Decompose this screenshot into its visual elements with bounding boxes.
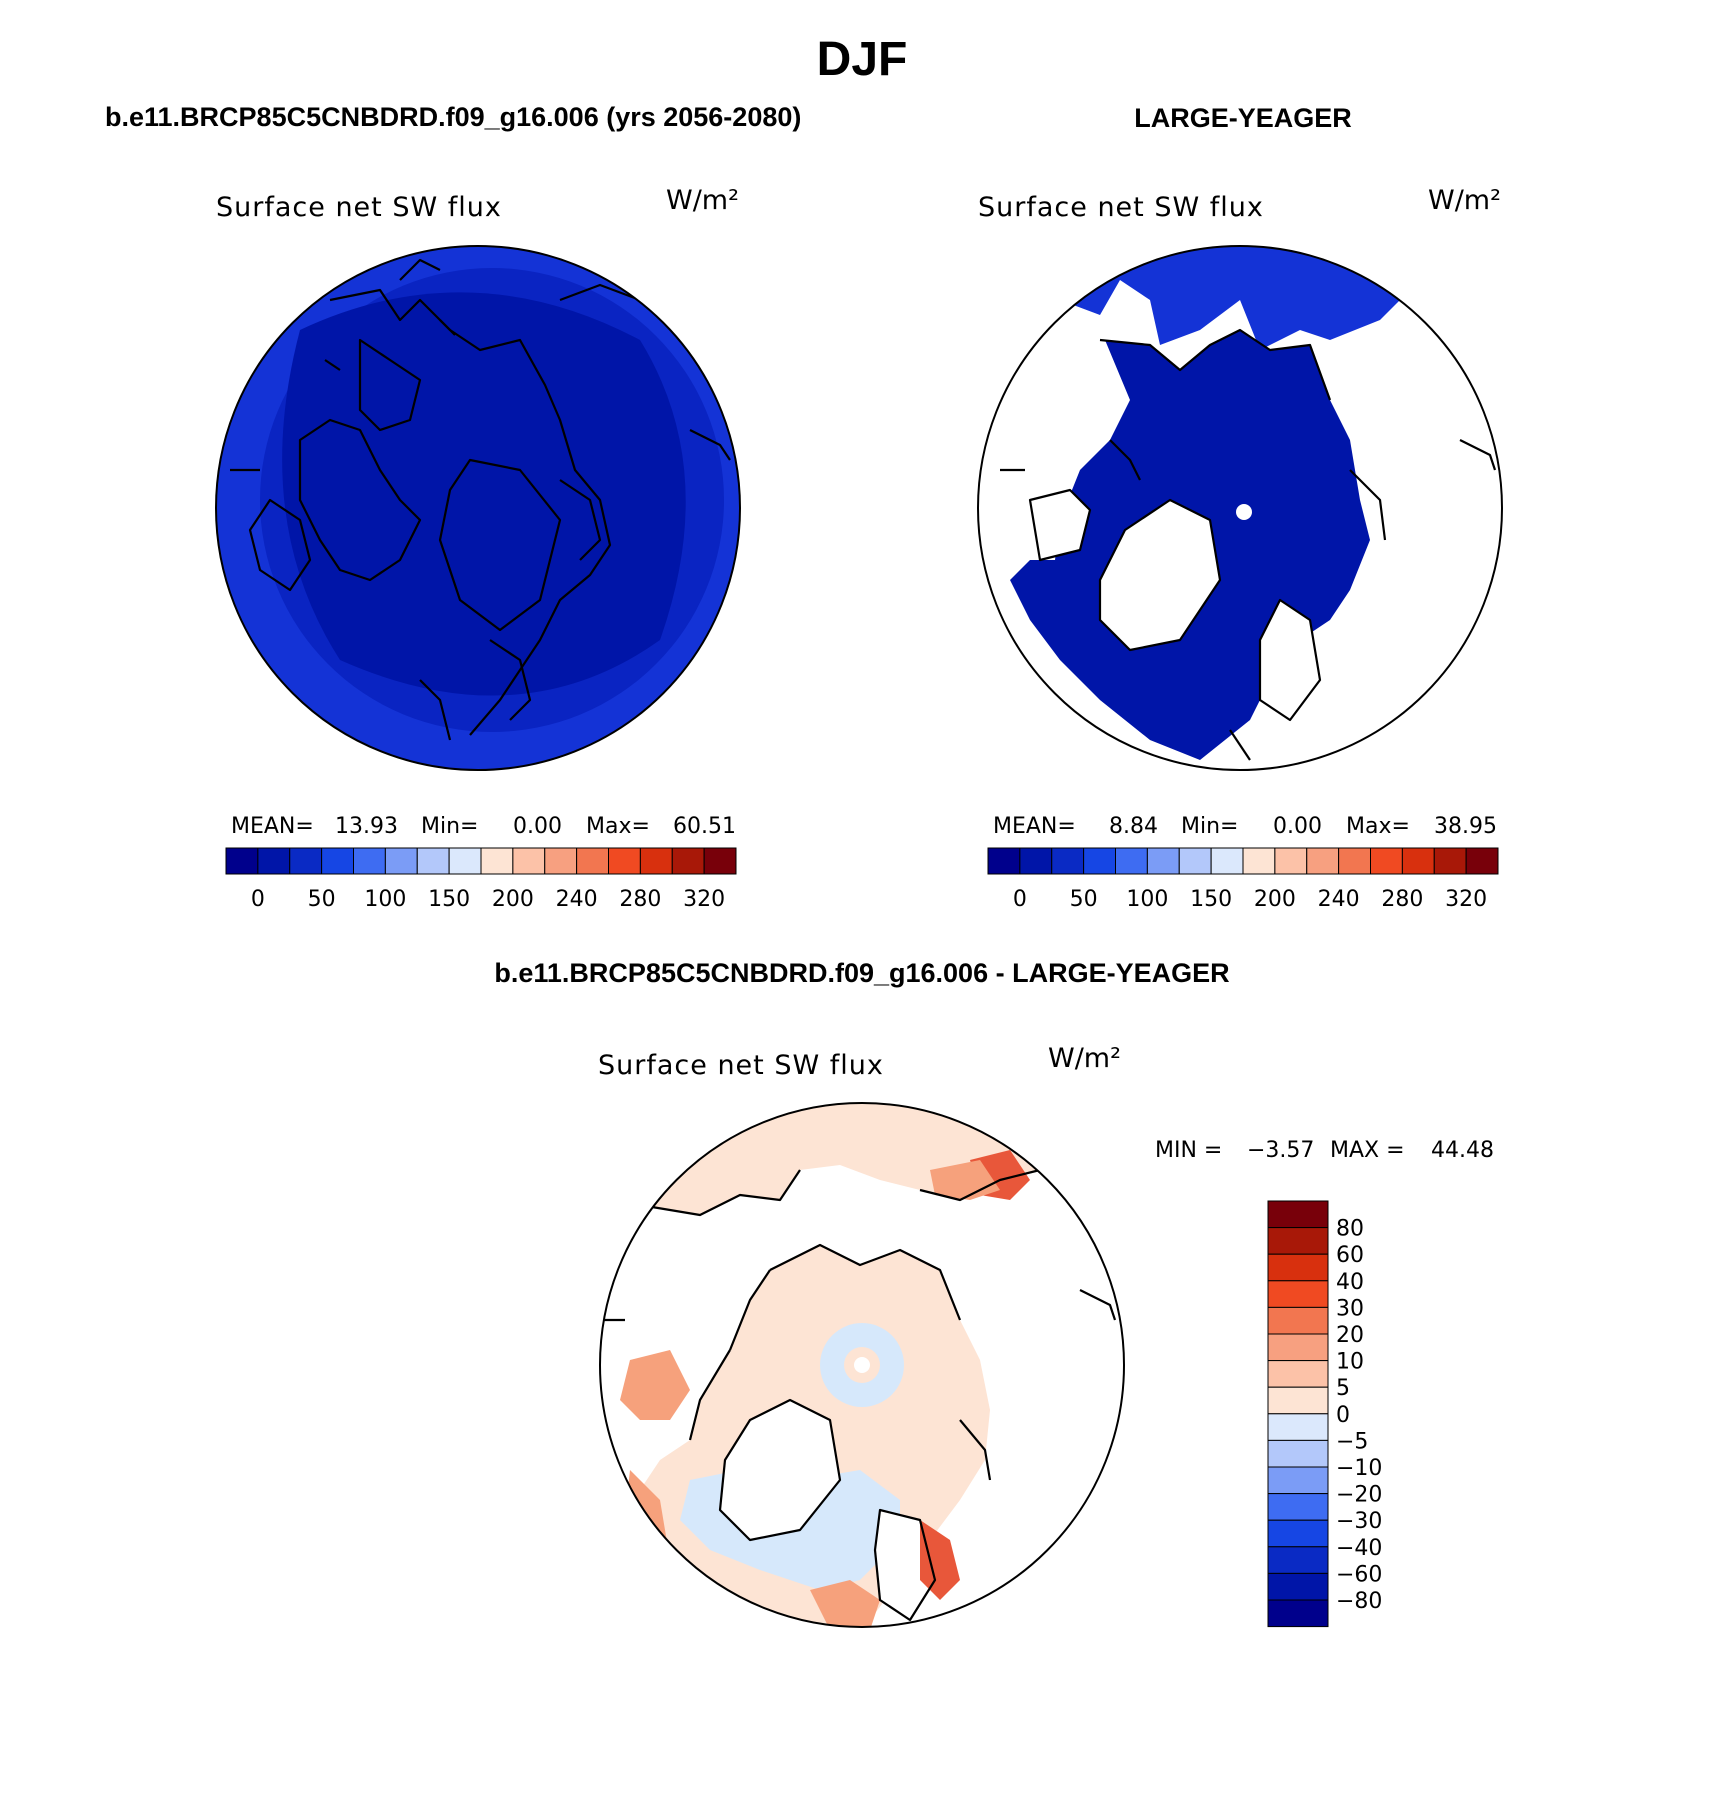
- colorbar-tick-label: 280: [619, 887, 662, 912]
- mean-label: MEAN=: [993, 814, 1076, 839]
- colorbar-swatch: [1402, 848, 1434, 874]
- colorbar-swatch: [1211, 848, 1243, 874]
- pole-hole: [854, 1357, 870, 1373]
- colorbar-swatch: [513, 848, 545, 874]
- colorbar-swatch: [290, 848, 322, 874]
- colorbar-tick-label: 150: [1190, 887, 1233, 912]
- colorbar-swatch: [1268, 1573, 1328, 1600]
- colorbar-swatch: [1268, 1228, 1328, 1255]
- colorbar-swatch: [988, 848, 1020, 874]
- diff-panel-title: b.e11.BRCP85C5CNBDRD.f09_g16.006 - LARGE-YEAGER: [494, 958, 1230, 988]
- max-label: Max=: [586, 814, 650, 839]
- colorbar-swatch: [1268, 1440, 1328, 1467]
- max-value: 44.48: [1431, 1138, 1494, 1163]
- main-title: DJF: [816, 33, 908, 86]
- colorbar-swatch: [1268, 1600, 1328, 1627]
- colorbar-swatch: [545, 848, 577, 874]
- colorbar-swatch: [1307, 848, 1339, 874]
- colorbar-tick-label: 240: [1317, 887, 1360, 912]
- colorbar-swatch: [1020, 848, 1052, 874]
- colorbar-tick-label: 0: [250, 887, 265, 912]
- colorbar-tick-label: 10: [1336, 1349, 1364, 1375]
- colorbar-swatch: [704, 848, 736, 874]
- colorbar-swatch: [1466, 848, 1498, 874]
- max-value: 60.51: [673, 814, 736, 839]
- colorbar-tick-label: 0: [1012, 887, 1027, 912]
- colorbar-tick-label: −5: [1336, 1429, 1369, 1455]
- mean-value: 8.84: [1109, 814, 1158, 839]
- colorbar-swatch: [1268, 1414, 1328, 1441]
- field-label: Surface net SW flux: [978, 192, 1264, 223]
- colorbar-swatch: [1339, 848, 1371, 874]
- max-label: Max=: [1346, 814, 1410, 839]
- colorbar-tick-label: 200: [1253, 887, 1296, 912]
- colorbar-tick-label: 280: [1381, 887, 1424, 912]
- colorbar-swatch: [1434, 848, 1466, 874]
- colorbar-left: [226, 848, 736, 912]
- colorbar-swatch: [449, 848, 481, 874]
- colorbar-tick-label: 240: [555, 887, 598, 912]
- pole-hole: [1236, 504, 1252, 520]
- colorbar-swatch: [1268, 1361, 1328, 1388]
- colorbar-tick-label: 320: [1445, 887, 1488, 912]
- colorbar-right: [988, 848, 1498, 912]
- colorbar-swatch: [1268, 1307, 1328, 1334]
- stats-diff: [1155, 1138, 1494, 1163]
- min-label: Min=: [1181, 814, 1239, 839]
- min-label: MIN =: [1155, 1138, 1223, 1163]
- colorbar-tick-label: 100: [364, 887, 407, 912]
- colorbar-swatch: [1268, 1387, 1328, 1414]
- colorbar-swatch: [577, 848, 609, 874]
- colorbar-swatch: [1268, 1494, 1328, 1521]
- colorbar-tick-label: 50: [1069, 887, 1098, 912]
- colorbar-swatch: [609, 848, 641, 874]
- stats-right: [993, 814, 1497, 839]
- colorbar-difference: [1268, 1201, 1382, 1627]
- mean-value: 13.93: [335, 814, 398, 839]
- colorbar-swatch: [322, 848, 354, 874]
- colorbar-swatch: [1116, 848, 1148, 874]
- colorbar-swatch: [1268, 1467, 1328, 1494]
- colorbar-swatch: [354, 848, 386, 874]
- colorbar-swatch: [1179, 848, 1211, 874]
- colorbar-swatch: [1275, 848, 1307, 874]
- colorbar-swatch: [1268, 1281, 1328, 1308]
- units-label: W/m²: [1428, 185, 1501, 216]
- colorbar-tick-label: 50: [307, 887, 336, 912]
- min-value: −3.57: [1247, 1138, 1315, 1163]
- colorbar-swatch: [1268, 1254, 1328, 1281]
- units-label: W/m²: [1048, 1043, 1121, 1074]
- max-value: 38.95: [1434, 814, 1497, 839]
- panel-title-left: b.e11.BRCP85C5CNBDRD.f09_g16.006 (yrs 2056-2080): [105, 102, 802, 132]
- colorbar-tick-label: 5: [1336, 1376, 1350, 1402]
- colorbar-swatch: [1147, 848, 1179, 874]
- stats-left: [231, 814, 736, 839]
- max-label: MAX =: [1330, 1138, 1405, 1163]
- colorbar-swatch: [1268, 1201, 1328, 1228]
- colorbar-tick-label: −40: [1336, 1535, 1383, 1561]
- colorbar-swatch: [385, 848, 417, 874]
- colorbar-swatch: [258, 848, 290, 874]
- colorbar-swatch: [1084, 848, 1116, 874]
- min-label: Min=: [421, 814, 479, 839]
- field-label: Surface net SW flux: [216, 192, 502, 223]
- colorbar-swatch: [417, 848, 449, 874]
- colorbar-tick-label: −10: [1336, 1456, 1383, 1481]
- mean-label: MEAN=: [231, 814, 314, 839]
- colorbar-swatch: [672, 848, 704, 874]
- colorbar-swatch: [640, 848, 672, 874]
- colorbar-tick-label: 20: [1336, 1323, 1364, 1348]
- map-panel-obs: [978, 185, 1502, 770]
- colorbar-swatch: [481, 848, 513, 874]
- colorbar-tick-label: 40: [1336, 1269, 1364, 1295]
- colorbar-swatch: [1052, 848, 1084, 874]
- colorbar-tick-label: −80: [1336, 1589, 1383, 1614]
- colorbar-tick-label: −60: [1336, 1562, 1383, 1588]
- colorbar-tick-label: 0: [1336, 1402, 1350, 1428]
- colorbar-tick-label: 150: [428, 887, 471, 912]
- units-label: W/m²: [666, 185, 739, 216]
- colorbar-tick-label: 60: [1336, 1243, 1364, 1269]
- colorbar-tick-label: −30: [1336, 1509, 1383, 1535]
- colorbar-tick-label: 200: [491, 887, 534, 912]
- min-value: 0.00: [513, 814, 562, 839]
- colorbar-swatch: [1268, 1547, 1328, 1574]
- field-label: Surface net SW flux: [598, 1050, 884, 1081]
- ocean-core: [282, 292, 686, 695]
- colorbar-swatch: [1243, 848, 1275, 874]
- colorbar-swatch: [226, 848, 258, 874]
- colorbar-tick-label: 30: [1336, 1296, 1364, 1322]
- panel-title-right: LARGE-YEAGER: [1134, 103, 1352, 133]
- colorbar-tick-label: −20: [1336, 1482, 1383, 1508]
- colorbar-tick-label: 80: [1336, 1216, 1364, 1242]
- colorbar-swatch: [1268, 1520, 1328, 1547]
- colorbar-swatch: [1268, 1334, 1328, 1361]
- map-panel-difference: [598, 1043, 1124, 1640]
- min-value: 0.00: [1273, 814, 1322, 839]
- colorbar-tick-label: 100: [1126, 887, 1169, 912]
- colorbar-tick-label: 320: [683, 887, 726, 912]
- map-panel-model: [216, 185, 740, 770]
- colorbar-swatch: [1371, 848, 1403, 874]
